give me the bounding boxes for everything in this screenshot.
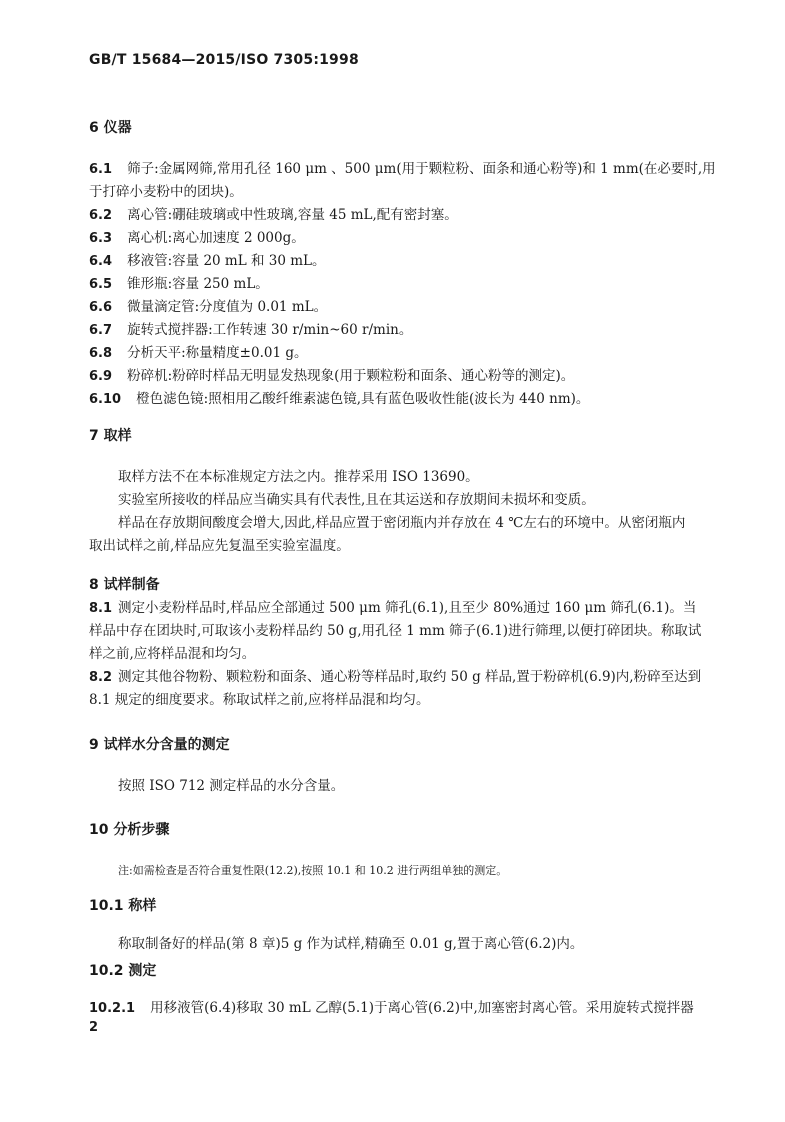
item-text: 粉碎机:粉碎时样品无明显发热现象(用于颗粒粉和面条、通心粉等的测定)。 (127, 368, 575, 384)
section-9-title: 9 试样水分含量的测定 (89, 737, 230, 753)
item-text: 微量滴定管:分度值为 0.01 mL。 (127, 299, 328, 315)
item-6-9 (89, 364, 574, 384)
section-10-title: 10 分析步骤 (89, 822, 170, 838)
subsection-10-1-paragraph: 称取制备好的样品(第 8 章)5 g 作为试样,精确至 0.01 g,置于离心管(6.2)内。 (118, 936, 584, 952)
item-text: 移液管:容量 20 mL 和 30 mL。 (127, 253, 326, 269)
item-number: 6.8 (89, 346, 113, 361)
clause-number: 10.2.1 (89, 1001, 136, 1016)
clause-number: 8.2 (89, 670, 113, 685)
item-6-1 (89, 157, 716, 177)
clause-text: 测定其他谷物粉、颗粒粉和面条、通心粉等样品时,取约 50 g 样品,置于粉碎机(6.9)内,粉碎至达到 8.1 规定的细度要求。称取试样之前,应将样品混和均匀。 (89, 669, 702, 708)
item-6-3 (89, 226, 305, 246)
section-9-paragraph: 按照 ISO 712 测定样品的水分含量。 (118, 778, 345, 794)
item-text: 橙色滤色镜:照相用乙酸纤维素滤色镜,具有蓝色吸收性能(波长为 440 nm)。 (136, 391, 590, 407)
clause-text: 测定小麦粉样品时,样品应全部通过 500 μm 筛孔(6.1),且至少 80%通过 160 μm 筛孔(6.1)。当样品中存在团块时,可取该小麦粉样品约 50 g,用孔径 1 mm 筛子(6.1)进行筛理,以便打碎团块。称取试样之前,应将样品混和均匀。 (89, 600, 702, 662)
item-6-8 (89, 341, 307, 361)
clause-text: 用移液管(6.4)移取 30 mL 乙醇(5.1)于离心管(6.2)中,加塞密封离心管。采用旋转式搅拌器 (150, 1000, 694, 1016)
item-6-4 (89, 249, 326, 269)
clause-8-1 (89, 597, 709, 666)
item-text: 锥形瓶:容量 250 mL。 (127, 276, 269, 292)
section-6-title: 6 仪器 (89, 120, 132, 136)
section-7-title: 7 取样 (89, 428, 132, 444)
document-header: GB/T 15684—2015/ISO 7305:1998 (89, 52, 359, 68)
item-number: 6.1 (89, 162, 113, 177)
clause-number: 8.1 (89, 601, 113, 616)
item-number: 6.5 (89, 277, 113, 292)
section-10-note: 注:如需检查是否符合重复性限(12.2),按照 10.1 和 10.2 进行两组单独的测定。 (118, 864, 508, 877)
item-text: 离心机:离心加速度 2 000g。 (127, 230, 305, 246)
section-7-paragraph-2: 实验室所接收的样品应当确实具有代表性,且在其运送和存放期间未损坏和变质。 (118, 492, 595, 508)
page-number: 2 (89, 1020, 99, 1035)
item-text: 旋转式搅拌器:工作转速 30 r/min~60 r/min。 (127, 322, 413, 338)
item-number: 6.2 (89, 208, 113, 223)
clause-10-2-1 (89, 996, 694, 1016)
item-text: 分析天平:称量精度±0.01 g。 (127, 345, 308, 361)
item-number: 6.7 (89, 323, 113, 338)
section-7-paragraph-3: 样品在存放期间酸度会增大,因此,样品应置于密闭瓶内并存放在 4 ℃左右的环境中。从密闭瓶内 (118, 515, 686, 531)
item-number: 6.6 (89, 300, 113, 315)
subsection-10-2-title: 10.2 测定 (89, 963, 157, 979)
item-number: 6.3 (89, 231, 113, 246)
item-text: 筛子:金属网筛,常用孔径 160 μm 、500 μm(用于颗粒粉、面条和通心粉等)和 1 mm(在必要时,用 (127, 161, 716, 177)
item-6-1-continuation: 于打碎小麦粉中的团块)。 (89, 184, 243, 200)
section-8-title: 8 试样制备 (89, 577, 160, 593)
item-6-5 (89, 272, 269, 292)
item-6-2 (89, 203, 458, 223)
item-6-6 (89, 295, 327, 315)
clause-8-2 (89, 666, 709, 712)
section-7-paragraph-1: 取样方法不在本标准规定方法之内。推荐采用 ISO 13690。 (118, 469, 479, 485)
subsection-10-1-title: 10.1 称样 (89, 898, 157, 914)
item-6-7 (89, 318, 412, 338)
item-6-10 (89, 387, 589, 407)
item-text: 离心管:硼硅玻璃或中性玻璃,容量 45 mL,配有密封塞。 (127, 207, 458, 223)
item-number: 6.10 (89, 392, 122, 407)
item-number: 6.9 (89, 369, 113, 384)
item-number: 6.4 (89, 254, 113, 269)
section-7-paragraph-3-continuation: 取出试样之前,样品应先复温至实验室温度。 (89, 538, 350, 554)
